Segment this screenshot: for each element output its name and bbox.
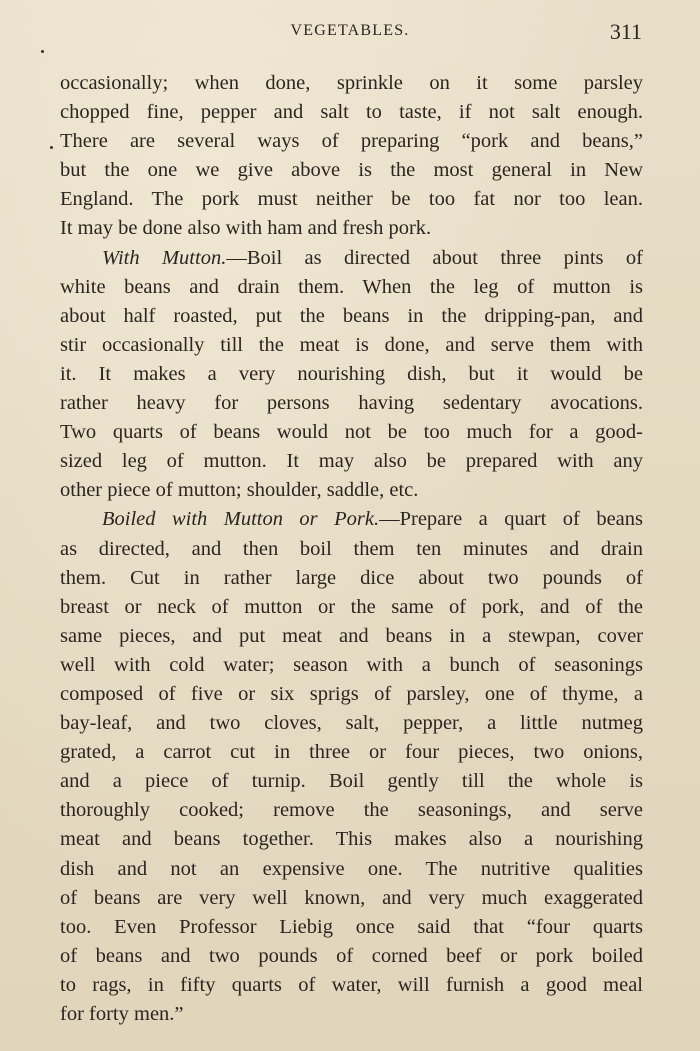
text-line: to rags, in fifty quarts of water, will furnish a good meal [60,973,643,996]
text-line: meat and beans together. This makes also a nourishing [60,828,643,851]
print-speck [50,146,53,149]
running-title: VEGETABLES. [290,22,410,39]
text-line: occasionally; when done, sprinkle on it some parsley [60,72,643,94]
text-line: grated, a carrot cut in three or four pieces, two onions, [60,741,643,764]
text-line: sized leg of mutton. It may also be prepared with any [60,450,643,473]
text-line: white beans and drain them. When the leg of mutton is [60,275,643,298]
text-line: for forty men.” [60,1003,184,1025]
text-line: bay-leaf, and two cloves, salt, pepper, a little nutmeg [60,712,643,735]
text-line: thoroughly cooked; remove the seasonings, and serve [60,799,643,822]
text-line: of beans are very well known, and very much exaggerated [60,886,643,909]
section-heading: Boiled with Mutton or Pork. [102,508,380,531]
text-line: Two quarts of beans would not be too much for a good- [60,421,643,444]
text-line: it. It makes a very nourishing dish, but it would be [60,362,643,385]
text-run: —Boil as directed about three pints of [226,246,643,269]
text-run: —Prepare a quart of beans [379,508,643,531]
text-line: too. Even Professor Liebig once said that “four quarts [60,915,643,938]
text-line: chopped fine, pepper and salt to taste, if not salt enough. [60,101,643,124]
paragraph-first-line [60,505,643,534]
text-line: as directed, and then boil them ten minutes and drain [60,537,643,560]
text-line: It may be done also with ham and fresh pork. [60,217,432,240]
text-line: There are several ways of preparing “pork and beans,” [60,130,643,153]
section-heading: With Mutton. [102,246,227,269]
text-line: of beans and two pounds of corned beef or pork boiled [60,944,643,967]
body-text [60,69,643,1029]
paragraph-first-line [60,244,643,273]
text-line: same pieces, and put meat and beans in a stewpan, cover [60,624,643,647]
text-line: well with cold water; season with a bunch of seasonings [60,653,643,676]
print-speck [41,50,44,53]
text-line: but the one we give above is the most general in New [60,159,643,182]
text-line: about half roasted, put the beans in the dripping-pan, and [60,304,643,327]
text-line: stir occasionally till the meat is done, and serve them with [60,333,643,356]
text-line: them. Cut in rather large dice about two pounds of [60,566,643,589]
text-line: breast or neck of mutton or the same of pork, and of the [60,595,643,618]
text-line: dish and not an expensive one. The nutritive qualities [60,857,643,880]
text-line: rather heavy for persons having sedentary avocations. [60,392,643,415]
page-number: 311 [609,19,642,44]
text-line: and a piece of turnip. Boil gently till the whole is [60,770,643,793]
running-head [0,20,700,48]
text-line: other piece of mutton; shoulder, saddle, etc. [60,479,419,502]
text-line: composed of five or six sprigs of parsley, one of thyme, a [60,682,643,705]
text-line: England. The pork must neither be too fat nor too lean. [60,188,643,211]
